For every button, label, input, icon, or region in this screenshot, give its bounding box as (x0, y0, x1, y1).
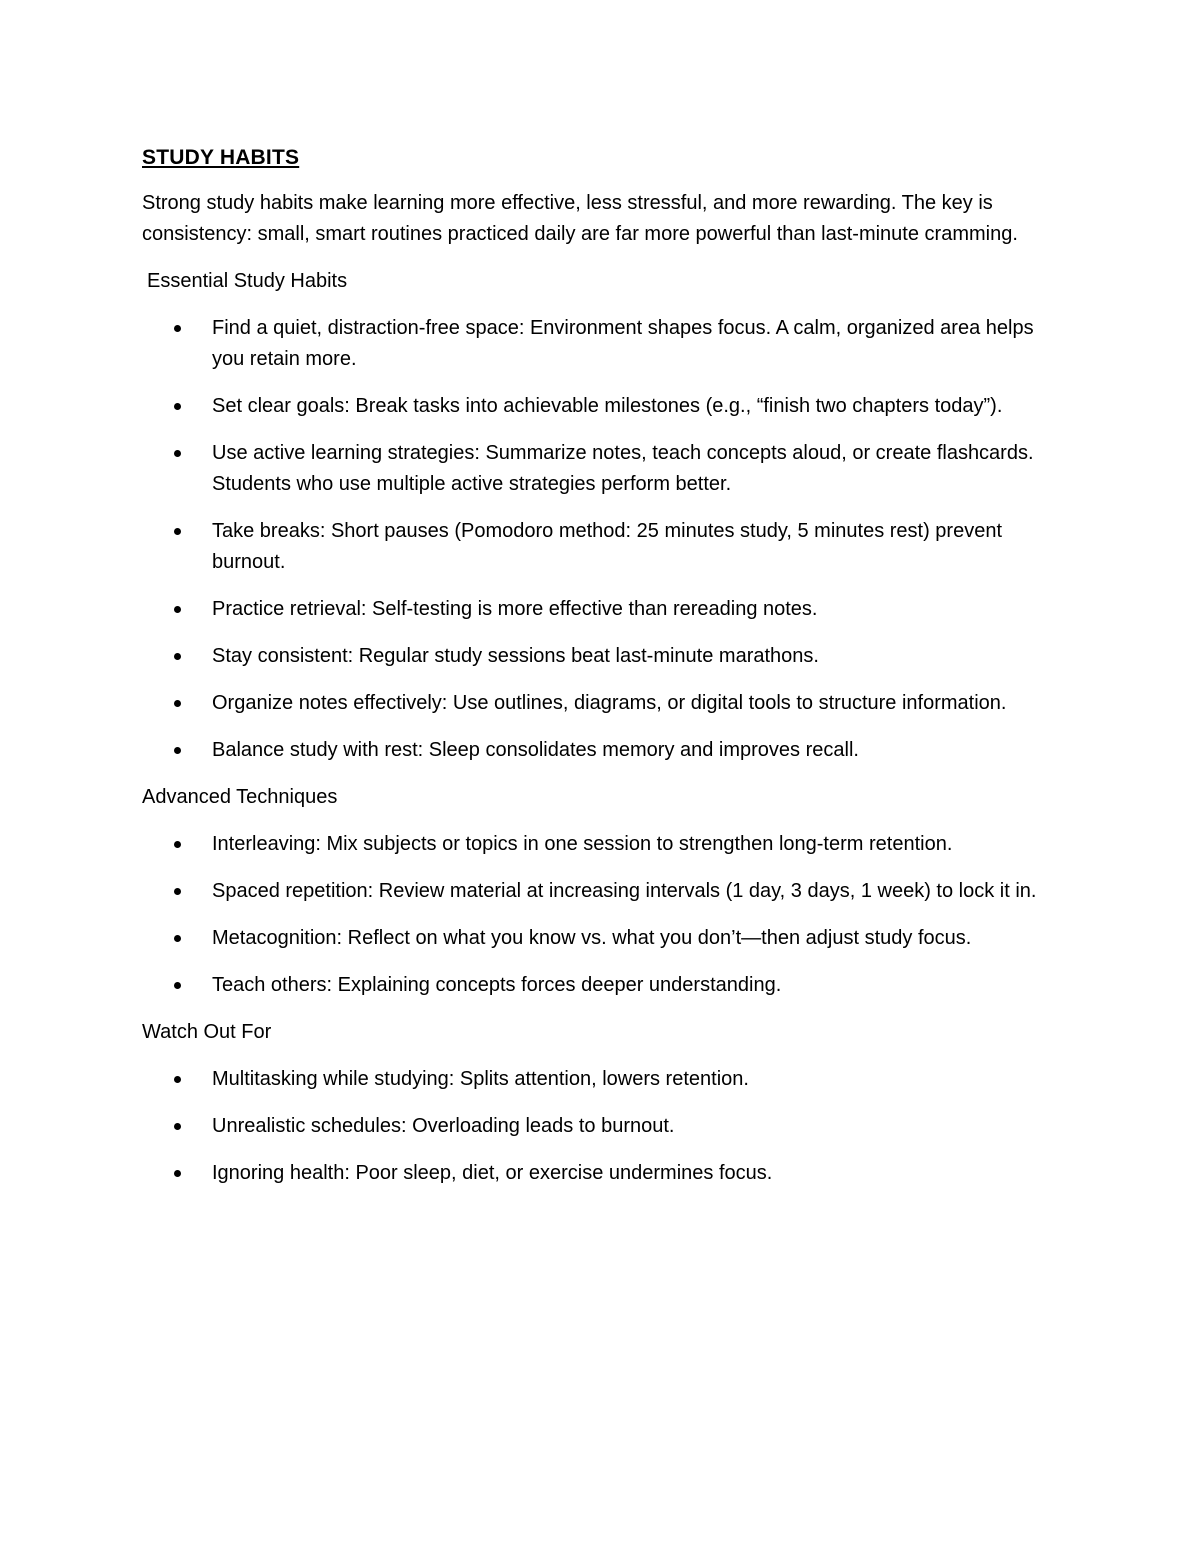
list-item-text: Set clear goals: Break tasks into achievable milestones (e.g., “finish two chapters today”). (212, 395, 1003, 417)
essential-habits-list (142, 313, 1062, 766)
list-item (142, 391, 1062, 422)
document-title: STUDY HABITS (142, 146, 300, 169)
list-item-text: Use active learning strategies: Summarize notes, teach concepts aloud, or create flashcards. Students who use multiple active strategies perform better. (212, 442, 1034, 495)
list-item (142, 594, 1062, 625)
list-item (142, 1111, 1062, 1142)
intro-paragraph: Strong study habits make learning more effective, less stressful, and more rewarding. The key is consistency: small, smart routines practiced daily are far more powerful than last-minute cramming. (142, 192, 1018, 245)
document-page (142, 140, 1062, 1205)
bullet-icon (174, 935, 181, 942)
bullet-icon (174, 450, 181, 457)
list-item-text: Stay consistent: Regular study sessions beat last-minute marathons. (212, 645, 819, 667)
list-item (142, 1158, 1062, 1189)
bullet-icon (174, 841, 181, 848)
section-heading-essential: Essential Study Habits (147, 270, 348, 292)
list-item (142, 735, 1062, 766)
list-item-text: Spaced repetition: Review material at increasing intervals (1 day, 3 days, 1 week) to lock it in. (212, 880, 1037, 902)
list-item (142, 876, 1062, 907)
bullet-icon (174, 1170, 181, 1177)
list-item (142, 516, 1062, 578)
list-item-text: Interleaving: Mix subjects or topics in one session to strengthen long-term retention. (212, 833, 953, 855)
list-item-text: Organize notes effectively: Use outlines, diagrams, or digital tools to structure information. (212, 692, 1007, 714)
bullet-icon (174, 653, 181, 660)
bullet-icon (174, 888, 181, 895)
list-item-text: Ignoring health: Poor sleep, diet, or exercise undermines focus. (212, 1162, 773, 1184)
list-item-text: Balance study with rest: Sleep consolidates memory and improves recall. (212, 739, 859, 761)
advanced-techniques-list (142, 829, 1062, 1001)
watch-out-list (142, 1064, 1062, 1189)
bullet-icon (174, 403, 181, 410)
list-item (142, 970, 1062, 1001)
bullet-icon (174, 325, 181, 332)
list-item (142, 1064, 1062, 1095)
bullet-icon (174, 1076, 181, 1083)
section-heading-watch-out: Watch Out For (142, 1021, 272, 1043)
list-item-text: Take breaks: Short pauses (Pomodoro method: 25 minutes study, 5 minutes rest) prevent burnout. (212, 520, 1003, 573)
list-item (142, 313, 1062, 375)
bullet-icon (174, 528, 181, 535)
list-item-text: Find a quiet, distraction-free space: Environment shapes focus. A calm, organized area helps you retain more. (212, 317, 1034, 370)
bullet-icon (174, 700, 181, 707)
list-item-text: Metacognition: Reflect on what you know vs. what you don’t—then adjust study focus. (212, 927, 972, 949)
list-item (142, 641, 1062, 672)
list-item-text: Unrealistic schedules: Overloading leads to burnout. (212, 1115, 675, 1137)
list-item-text: Practice retrieval: Self-testing is more effective than rereading notes. (212, 598, 818, 620)
bullet-icon (174, 982, 181, 989)
bullet-icon (174, 1123, 181, 1130)
list-item (142, 688, 1062, 719)
list-item-text: Teach others: Explaining concepts forces deeper understanding. (212, 974, 782, 996)
list-item (142, 829, 1062, 860)
bullet-icon (174, 747, 181, 754)
list-item-text: Multitasking while studying: Splits attention, lowers retention. (212, 1068, 749, 1090)
list-item (142, 438, 1062, 500)
bullet-icon (174, 606, 181, 613)
list-item (142, 923, 1062, 954)
section-heading-advanced: Advanced Techniques (142, 786, 338, 808)
